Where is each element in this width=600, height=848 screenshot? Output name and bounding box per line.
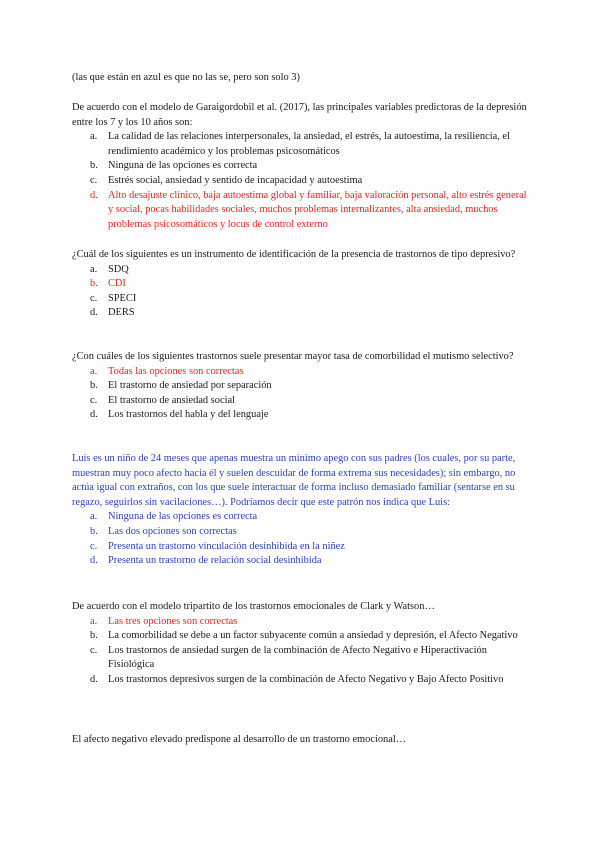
question-stem: De acuerdo con el modelo de Garaigordobil et al. (2017), las principales variables predictoras de la depresión entre los 7 y los 10 años son: (72, 102, 527, 128)
option-text: Los trastornos del habla y del lenguaje (108, 409, 269, 421)
option-text: CDI (108, 278, 126, 290)
question-stem: De acuerdo con el modelo tripartito de los trastornos emocionales de Clark y Watson… (72, 601, 435, 612)
option-text: Presenta un trastorno de relación social desinhibida (108, 555, 322, 567)
option-b: b. Ninguna de las opciones es correcta (90, 160, 258, 172)
option-a: a. SDQ (90, 263, 129, 275)
option-a: a. Ninguna de las opciones es correcta (90, 511, 258, 523)
option-text: El trastorno de ansiedad social (108, 394, 235, 406)
question-2 (72, 248, 532, 321)
option-text: El trastorno de ansiedad por separación (108, 380, 272, 392)
question-1 (72, 101, 532, 232)
option-c: c. Presenta un trastorno vinculación desinhibida en la niñez (90, 540, 345, 552)
question-stem: Luis es un niño de 24 meses que apenas muestra un mínimo apego con sus padres (los cuales, por su parte, muestran muy poco afecto hacia él y suelen descuidar de forma extrema sus necesidades); sin embargo, no actúa igual con extraños, con los que suele interactuar de forma incluso demasiado familiar (sentarse en su regazo, seguirlos sin vacilaciones…). Podríamos decir que este patrón nos indica que Luis: (72, 453, 516, 508)
option-text: Los trastornos depresivos surgen de la combinación de Afecto Negativo y Bajo Afecto Positivo (108, 673, 504, 685)
option-d: d. Presenta un trastorno de relación social desinhibida (90, 555, 322, 567)
option-d: d. Los trastornos depresivos surgen de la combinación de Afecto Negativo y Bajo Afecto Positivo (90, 673, 504, 685)
option-text: SDQ (108, 263, 129, 275)
option-c: c. SPECI (90, 292, 137, 304)
option-text: Todas las opciones son correctas (108, 365, 244, 377)
question-4 (72, 452, 532, 569)
option-list (72, 263, 532, 321)
option-a-highlighted: a. Todas las opciones son correctas (90, 365, 244, 377)
option-text: Ninguna de las opciones es correcta (108, 511, 258, 523)
note-line: (las que están en azul es que no las se, pero son solo 3) (72, 72, 300, 83)
option-d-highlighted: d. Alto desajuste clínico, baja autoestima global y familiar, baja valoración personal, alto estrés general y social, pocas habilidades sociales, muchos problemas internalizantes, alta ansiedad, muchos problemas psicosomáticos y locus de control externo (90, 189, 527, 230)
question-stem: ¿Cuál de los siguientes es un instrumento de identificación de la presencia de trastornos de tipo depresivo? (72, 249, 516, 260)
final-line: El afecto negativo elevado predispone al desarrollo de un trastorno emocional… (72, 734, 407, 745)
option-text: Ninguna de las opciones es correcta (108, 160, 258, 172)
option-c: c. Los trastornos de ansiedad surgen de la combinación de Afecto Negativo e Hiperactivación Fisiológica (90, 644, 487, 671)
option-text: DERS (108, 307, 135, 319)
option-list (72, 615, 532, 688)
question-3 (72, 350, 532, 423)
option-d: d. DERS (90, 307, 135, 319)
option-text: SPECI (108, 292, 137, 304)
option-text: Las tres opciones son correctas (108, 615, 238, 627)
option-text: Estrés social, ansiedad y sentido de incapacidad y autoestima (108, 174, 363, 186)
option-text: Las dos opciones son correctas (108, 525, 237, 537)
option-text: Los trastornos de ansiedad surgen de la combinación de Afecto Negativo e Hiperactivación Fisiológica (108, 644, 487, 671)
option-b: b. El trastorno de ansiedad por separación (90, 380, 272, 392)
option-text: La comorbilidad se debe a un factor subyacente común a ansiedad y depresión, el Afecto Negativo (108, 630, 518, 642)
option-b: b. La comorbilidad se debe a un factor subyacente común a ansiedad y depresión, el Afecto Negativo (90, 630, 518, 642)
option-text: Alto desajuste clínico, baja autoestima global y familiar, baja valoración personal, alto estrés general y social, pocas habilidades sociales, muchos problemas internalizantes, alta ansiedad, muchos problemas psicosomáticos y locus de control externo (108, 189, 527, 230)
option-a: a. La calidad de las relaciones interpersonales, la ansiedad, el estrés, la autoestima, la resiliencia, el rendimiento académico y los problemas psicosomáticos (90, 131, 510, 157)
option-text: Presenta un trastorno vinculación desinhibida en la niñez (108, 540, 345, 552)
option-b: b. Las dos opciones son correctas (90, 525, 237, 537)
option-a-highlighted: a. Las tres opciones son correctas (90, 615, 238, 627)
option-list (72, 510, 532, 568)
option-b-highlighted: b. CDI (90, 278, 126, 290)
option-list (72, 130, 532, 232)
option-c: c. El trastorno de ansiedad social (90, 394, 235, 406)
question-stem: ¿Con cuáles de los siguientes trastornos suele presentar mayor tasa de comorbilidad el mutismo selectivo? (72, 351, 514, 362)
question-5 (72, 600, 532, 688)
option-d: d. Los trastornos del habla y del lenguaje (90, 409, 269, 421)
option-list (72, 365, 532, 423)
option-c: c. Estrés social, ansiedad y sentido de incapacidad y autoestima (90, 174, 363, 186)
option-text: La calidad de las relaciones interpersonales, la ansiedad, el estrés, la autoestima, la resiliencia, el rendimiento académico y los problemas psicosomáticos (108, 131, 510, 157)
